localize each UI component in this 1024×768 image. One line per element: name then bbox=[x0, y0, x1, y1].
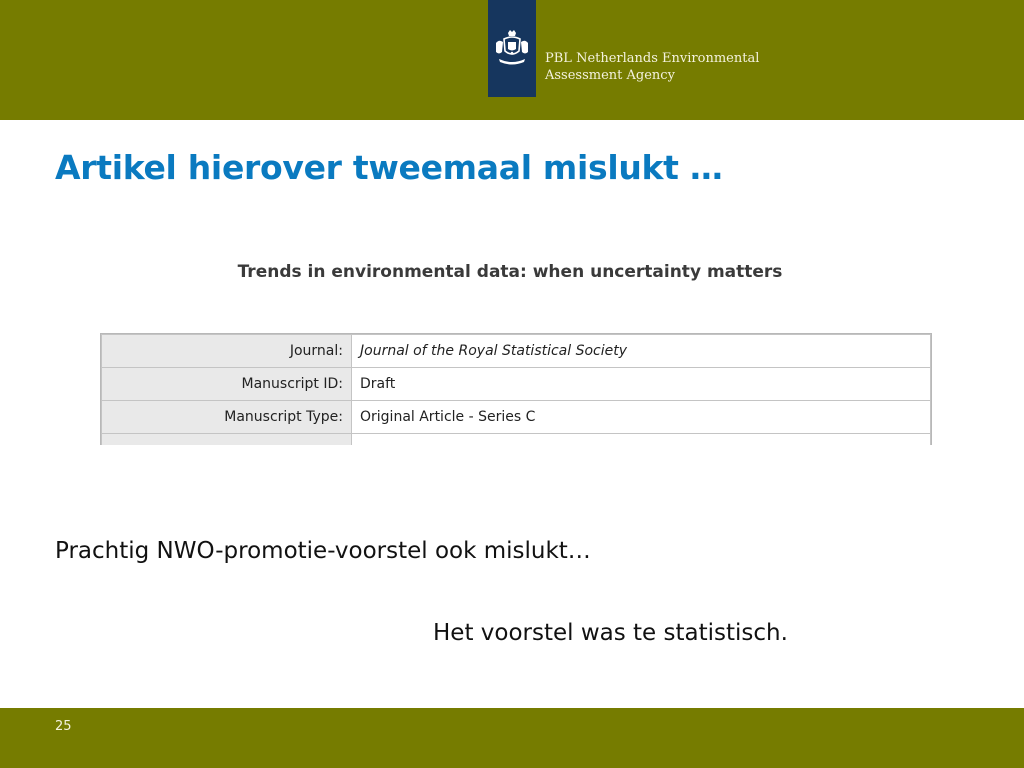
slide-title bbox=[55, 148, 723, 187]
body-line-statistical: Het voorstel was te statistisch. bbox=[433, 620, 788, 646]
slide-title-emphasis: tweemaal bbox=[352, 148, 532, 187]
slide-title-prefix: Artikel hierover bbox=[55, 148, 353, 187]
manuscript-type-value: Original Article - Series C bbox=[352, 401, 931, 434]
coat-of-arms-icon bbox=[493, 29, 531, 69]
rijksoverheid-logo bbox=[488, 0, 536, 97]
table-row bbox=[102, 335, 931, 368]
table-row bbox=[102, 434, 931, 446]
journal-value: Journal of the Royal Statistical Society bbox=[352, 335, 931, 368]
manuscript-details-screenshot bbox=[100, 333, 932, 445]
manuscript-details-table bbox=[101, 334, 931, 445]
body-line-proposal: Prachtig NWO-promotie-voorstel ook mislukt… bbox=[55, 538, 591, 564]
organization-name-line1: PBL Netherlands Environmental bbox=[545, 51, 760, 66]
manuscript-id-label: Manuscript ID: bbox=[102, 368, 352, 401]
manuscript-id-value: Draft bbox=[352, 368, 931, 401]
cut-off-value bbox=[352, 434, 931, 446]
journal-label: Journal: bbox=[102, 335, 352, 368]
footer-band bbox=[0, 708, 1024, 768]
organization-name bbox=[545, 50, 759, 84]
manuscript-heading: Trends in environmental data: when uncertainty matters bbox=[237, 262, 783, 282]
manuscript-type-label: Manuscript Type: bbox=[102, 401, 352, 434]
slide-title-suffix: mislukt … bbox=[531, 148, 723, 187]
cut-off-label bbox=[102, 434, 352, 446]
organization-name-line2: Assessment Agency bbox=[545, 68, 675, 83]
table-row bbox=[102, 401, 931, 434]
table-row bbox=[102, 368, 931, 401]
page-number: 25 bbox=[55, 719, 72, 734]
header-band bbox=[0, 0, 1024, 120]
